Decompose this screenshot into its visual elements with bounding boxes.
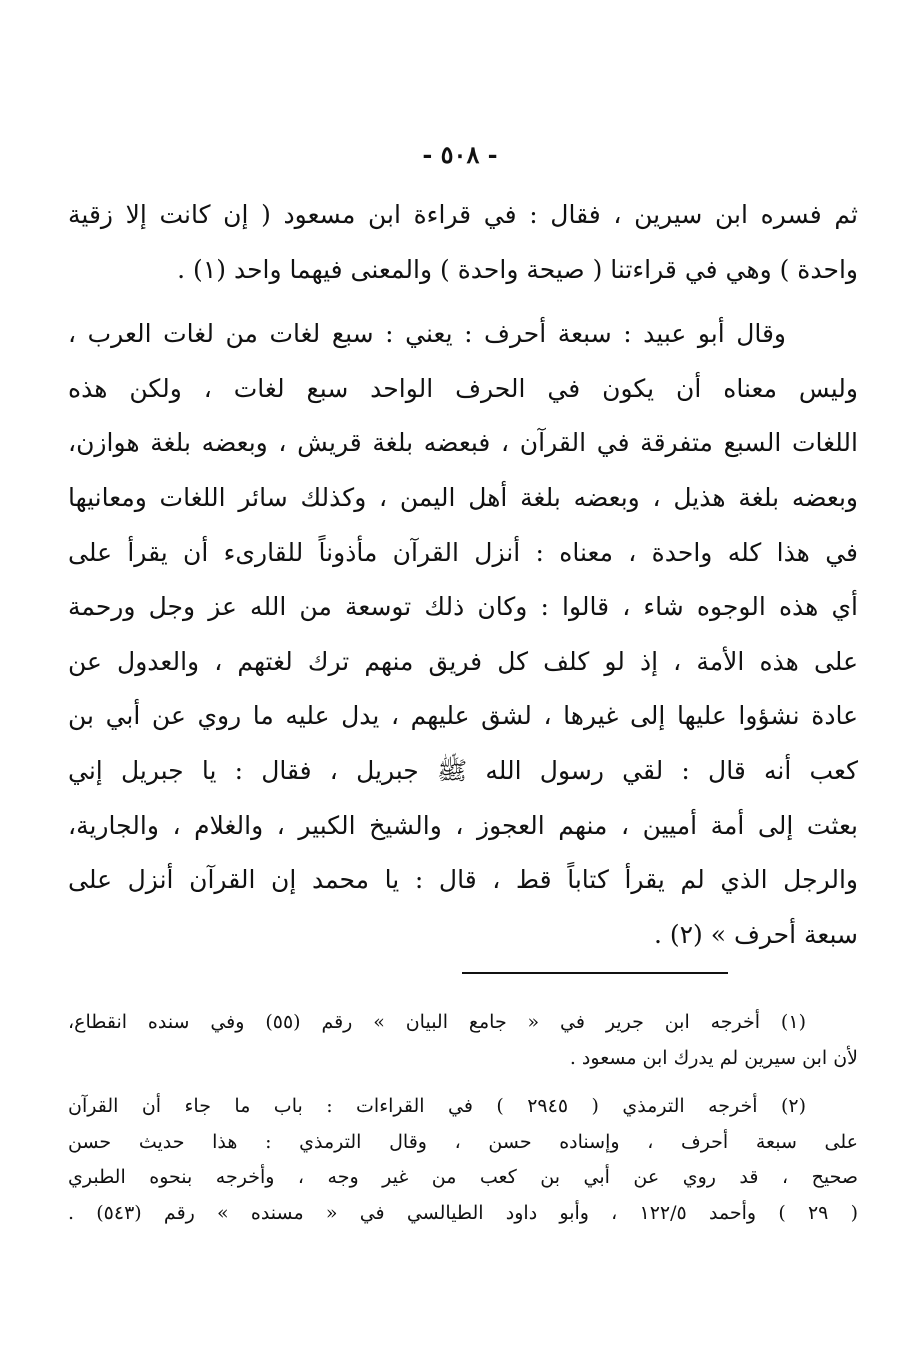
footnote-line: (٢) أخرجه الترمذي ( ٢٩٤٥ ) في القراءات : باب ما جاء أن القرآن [68, 1095, 806, 1117]
text-line: ثم فسره ابن سيرين ، فقال : في قراءة ابن مسعود ( إن كانت إلا زقية [68, 200, 858, 229]
main-text [68, 188, 858, 962]
text-line: سبعة أحرف » (٢) . [653, 919, 858, 949]
footnote-line: على سبعة أحرف ، وإسناده حسن ، وقال الترمذي : هذا حديث حسن [68, 1130, 858, 1153]
footnote-1 [68, 1005, 858, 1076]
text-line: كعب أنه قال : لقي رسول الله ﷺ جبريل ، فقال : يا جبريل إني [68, 755, 858, 785]
footnote-line: لأن ابن سيرين لم يدرك ابن مسعود . [569, 1046, 858, 1069]
footnote-line: (١) أخرجه ابن جرير في « جامع البيان » رقم (٥٥) وفي سنده انقطاع، [68, 1011, 806, 1033]
text-line: وقال أبو عبيد : سبعة أحرف : يعني : سبع لغات من لغات العرب ، [68, 319, 786, 349]
footnote-separator [462, 972, 728, 974]
text-line: واحدة ) وهي في قراءتنا ( صيحة واحدة ) والمعنى فيهما واحد (١) . [177, 254, 858, 284]
text-line: اللغات السبع متفرقة في القرآن ، فبعضه بلغة قريش ، وبعضه بلغة هوازن، [68, 428, 858, 458]
text-line: على هذه الأمة ، إذ لو كلف كل فريق منهم ترك لغتهم ، والعدول عن [68, 646, 858, 676]
paragraph [68, 188, 858, 297]
paragraph [68, 307, 858, 962]
text-line: والرجل الذي لم يقرأ كتاباً قط ، قال : يا محمد إن القرآن أنزل على [68, 865, 858, 895]
footnote-2 [68, 1089, 858, 1231]
text-line: في هذا كله واحدة ، معناه : أنزل القرآن مأذوناً للقارىء أن يقرأ على [68, 537, 858, 567]
footnote-line: صحيح ، قد روي عن أبي بن كعب من غير وجه ، وأخرجه بنحوه الطبري [68, 1166, 858, 1188]
footnotes [68, 1005, 858, 1231]
text-line: وبعضه بلغة هذيل ، وبعضه بلغة أهل اليمن ، وكذلك سائر اللغات ومعانيها [68, 482, 858, 512]
text-line: عادة نشؤوا عليها إلى غيرها ، لشق عليهم ، يدل عليه ما روي عن أبي بن [68, 701, 858, 731]
text-line: وليس معناه أن يكون في الحرف الواحد سبع لغات ، ولكن هذه [68, 373, 858, 403]
text-line: بعثت إلى أمة أميين ، منهم العجوز ، والشيخ الكبير ، والغلام ، والجارية، [68, 810, 858, 840]
footnote-line: ( ٢٩ ) وأحمد ١٢٢/٥ ، وأبو داود الطيالسي في « مسنده » رقم (٥٤٣) . [68, 1201, 858, 1224]
text-line: أي هذه الوجوه شاء ، قالوا : وكان ذلك توسعة من الله عز وجل ورحمة [68, 592, 858, 622]
page-number: - ٥٠٨ - [422, 140, 498, 169]
